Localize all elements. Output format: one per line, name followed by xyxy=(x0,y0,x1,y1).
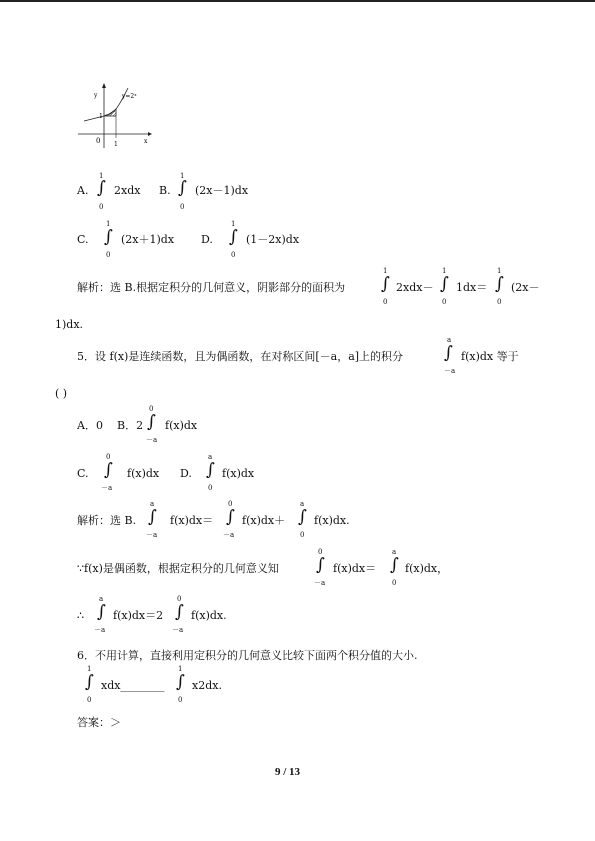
integral-sign: ∫ xyxy=(226,507,235,527)
q4-d-upper: 1 xyxy=(231,220,236,228)
integral-sign: ∫ xyxy=(444,343,453,363)
q5-answer-paren: ( ) xyxy=(55,387,68,400)
q6-i2-lower: 0 xyxy=(178,696,183,704)
q5-sol1-i1-lower: －a xyxy=(146,531,158,539)
integral-sign: ∫ xyxy=(495,274,504,294)
q5-solution-line2: ∵f(x)是偶函数，根据定积分的几何意义知 xyxy=(77,562,279,575)
integral-sign: ∫ xyxy=(229,227,238,247)
q5-option-c-label: C. xyxy=(77,467,89,480)
q5-option-d-label: D. xyxy=(180,467,192,480)
q4-sol-i2-expr: 1dx＝ xyxy=(456,281,488,294)
q4-sol-i1-expr: 2xdx－ xyxy=(396,281,434,294)
q4-sol-i3-expr: (2x－ xyxy=(511,281,540,294)
area-figure xyxy=(76,80,156,152)
integral-sign: ∫ xyxy=(178,178,187,198)
q5-sol1-i2-lower: －a xyxy=(223,531,235,539)
q5-sol1-i1-upper: a xyxy=(150,500,155,508)
q5-sol3-i1-expr: f(x)dx＝2 xyxy=(113,609,164,622)
integral-sign: ∫ xyxy=(440,274,449,294)
q5-c-upper: 0 xyxy=(106,453,111,461)
y-axis-arrow xyxy=(102,83,106,88)
q4-sol-i1-upper: 1 xyxy=(383,267,388,275)
q4-sol-i3-lower: 0 xyxy=(497,298,502,306)
q4-sol-i2-lower: 0 xyxy=(442,298,447,306)
q5-sol1-i2-upper: 0 xyxy=(228,500,233,508)
y-axis-label: y xyxy=(94,92,98,99)
integral-sign: ∫ xyxy=(176,672,185,692)
integral-sign: ∫ xyxy=(104,227,113,247)
integral-sign: ∫ xyxy=(104,460,113,480)
q4-sol-continuation: 1)dx. xyxy=(55,318,84,331)
q5-sol2-i2-lower: 0 xyxy=(392,579,397,587)
q5-stem-expr: f(x)dx 等于 xyxy=(461,350,519,363)
q5-sol2-i2-upper: a xyxy=(392,548,397,556)
integral-sign: ∫ xyxy=(97,602,106,622)
page-number: 9 / 13 xyxy=(275,766,301,778)
q5-sol3-i1-upper: a xyxy=(99,595,104,603)
integral-sign: ∫ xyxy=(316,555,325,575)
q5-sol1-i3-upper: a xyxy=(300,500,305,508)
q4-option-d-label: D. xyxy=(201,233,213,246)
integral-sign: ∫ xyxy=(390,555,399,575)
q5-b-lower: －a xyxy=(146,436,158,444)
q5-d-upper: a xyxy=(208,453,213,461)
q4-c-lower: 0 xyxy=(106,251,111,259)
integral-sign: ∫ xyxy=(175,602,184,622)
q5-sol1-i3-lower: 0 xyxy=(300,531,305,539)
q5-sol2-i1-expr: f(x)dx＝ xyxy=(333,562,377,575)
q5-stem-upper: a xyxy=(447,336,452,344)
q4-c-upper: 1 xyxy=(106,220,111,228)
q4-sol-i2-upper: 1 xyxy=(442,267,447,275)
q5-sol1-i1-expr: f(x)dx＝ xyxy=(170,514,214,527)
q6-i1-expr: xdx________ xyxy=(101,679,165,692)
q4-solution-text: 解析：选 B.根据定积分的几何意义，阴影部分的面积为 xyxy=(77,281,346,294)
q5-stem-lower: －a xyxy=(444,367,456,375)
q5-sol1-i3-expr: f(x)dx. xyxy=(314,514,350,527)
integral-sign: ∫ xyxy=(97,178,106,198)
q4-sol-i1-lower: 0 xyxy=(383,298,388,306)
q5-therefore: ∴ xyxy=(77,609,84,622)
q6-i1-upper: 1 xyxy=(87,665,92,673)
q5-sol3-i2-lower: －a xyxy=(172,626,184,634)
q5-sol1-i2-expr: f(x)dx＋ xyxy=(242,514,286,527)
x-tick-label: 1 xyxy=(114,141,118,148)
q4-a-lower: 0 xyxy=(99,203,104,211)
y-tick-label: 1 xyxy=(99,113,103,120)
q5-solution-prefix: 解析：选 B. xyxy=(77,514,137,527)
q6-answer: 答案：＞ xyxy=(77,716,121,729)
x-axis-arrow xyxy=(148,132,152,136)
q5-b-expr: f(x)dx xyxy=(165,419,198,432)
q5-stem: 5．设 f(x)是连续函数，且为偶函数，在对称区间[－a，a]上的积分 xyxy=(77,350,404,363)
q5-c-expr: f(x)dx xyxy=(127,467,160,480)
q5-sol2-i2-expr: f(x)dx， xyxy=(405,562,449,575)
integral-sign: ∫ xyxy=(206,460,215,480)
integral-sign: ∫ xyxy=(85,672,94,692)
curve-label: y=2ˣ xyxy=(122,93,137,100)
q4-d-lower: 0 xyxy=(231,251,236,259)
q4-option-b-label: B. xyxy=(159,184,171,197)
q4-d-expr: (1－2x)dx xyxy=(246,233,300,246)
q4-a-expr: 2xdx xyxy=(114,184,141,197)
q6-stem: 6．不用计算，直接利用定积分的几何意义比较下面两个积分值的大小. xyxy=(77,649,418,662)
q4-option-c-label: C. xyxy=(77,233,89,246)
q5-d-lower: 0 xyxy=(208,484,213,492)
q5-option-a: A．0 xyxy=(77,419,103,432)
q6-i2-upper: 1 xyxy=(178,665,183,673)
q5-b-upper: 0 xyxy=(149,405,154,413)
q5-sol3-i2-expr: f(x)dx. xyxy=(191,609,227,622)
integral-sign: ∫ xyxy=(148,507,157,527)
q4-sol-i3-upper: 1 xyxy=(497,267,502,275)
q5-sol2-i1-upper: 0 xyxy=(318,548,323,556)
q5-d-expr: f(x)dx xyxy=(222,467,255,480)
integral-sign: ∫ xyxy=(381,274,390,294)
q5-sol3-i2-upper: 0 xyxy=(177,595,182,603)
q5-c-lower: －a xyxy=(101,484,113,492)
integral-sign: ∫ xyxy=(147,412,156,432)
q5-sol3-i1-lower: －a xyxy=(94,626,106,634)
top-rule xyxy=(0,0,595,2)
integral-sign: ∫ xyxy=(298,507,307,527)
q5-sol2-i1-lower: －a xyxy=(314,579,326,587)
q4-a-upper: 1 xyxy=(99,172,104,180)
q5-option-b-label: B．2 xyxy=(117,419,144,432)
q4-c-expr: (2x＋1)dx xyxy=(121,233,175,246)
x-axis-label: x xyxy=(144,138,148,145)
origin-label: 0 xyxy=(96,137,101,145)
q4-option-a-label: A. xyxy=(77,184,89,197)
q6-i2-expr: x2dx. xyxy=(192,679,222,692)
q4-b-upper: 1 xyxy=(180,172,185,180)
q4-b-lower: 0 xyxy=(180,203,185,211)
q6-i1-lower: 0 xyxy=(87,696,92,704)
q4-b-expr: (2x－1)dx xyxy=(195,184,249,197)
